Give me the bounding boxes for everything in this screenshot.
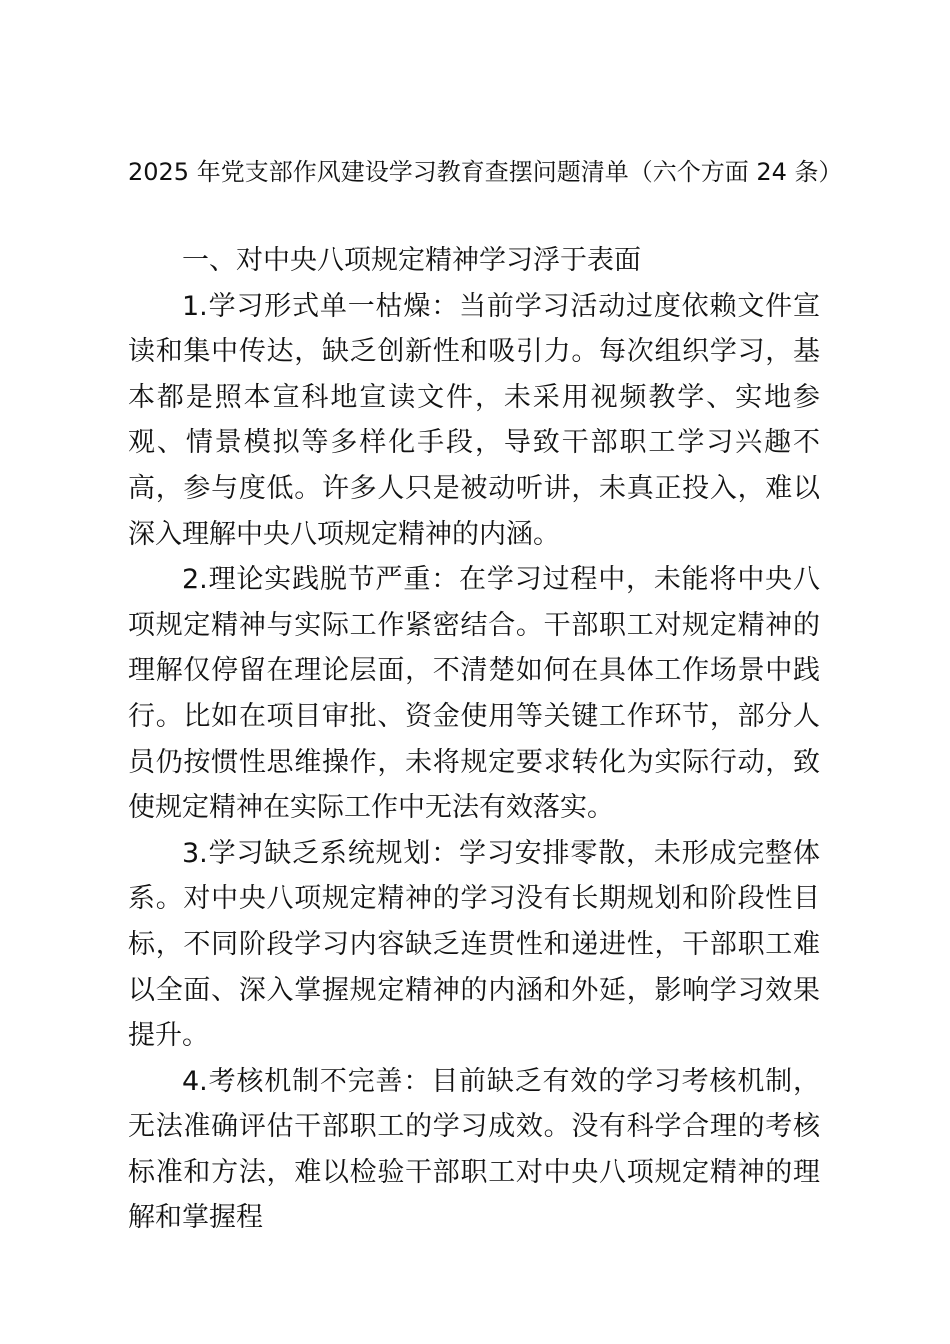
paragraph-2: 2.理论实践脱节严重：在学习过程中，未能将中央八项规定精神与实际工作紧密结合。干部职工对规定精神的理解仅停留在理论层面，不清楚如何在具体工作场景中践行。比如在项目审批、资金使用等关键工作环节，部分人员仍按惯性思维操作，未将规定要求转化为实际行动，致使规定精神在实际工作中无法有效落实。 <box>128 564 820 824</box>
document-title: 2025 年党支部作风建设学习教育查摆问题清单（六个方面 24 条） <box>128 158 843 186</box>
document-body <box>128 238 820 1241</box>
paragraph-4: 4.考核机制不完善：目前缺乏有效的学习考核机制，无法准确评估干部职工的学习成效。没有科学合理的考核标准和方法，难以检验干部职工对中央八项规定精神的理解和掌握程 <box>128 1065 820 1234</box>
section-heading: 一、对中央八项规定精神学习浮于表面 <box>182 245 641 276</box>
paragraph-3: 3.学习缺乏系统规划：学习安排零散，未形成完整体系。对中央八项规定精神的学习没有长期规划和阶段性目标，不同阶段学习内容缺乏连贯性和递进性，干部职工难以全面、深入掌握规定精神的内涵和外延，影响学习效果提升。 <box>128 837 820 1052</box>
paragraph-1: 1.学习形式单一枯燥：当前学习活动过度依赖文件宣读和集中传达，缺乏创新性和吸引力。每次组织学习，基本都是照本宣科地宣读文件，未采用视频教学、实地参观、情景模拟等多样化手段，导致干部职工学习兴趣不高，参与度低。许多人只是被动听讲，未真正投入，难以深入理解中央八项规定精神的内涵。 <box>128 290 820 550</box>
